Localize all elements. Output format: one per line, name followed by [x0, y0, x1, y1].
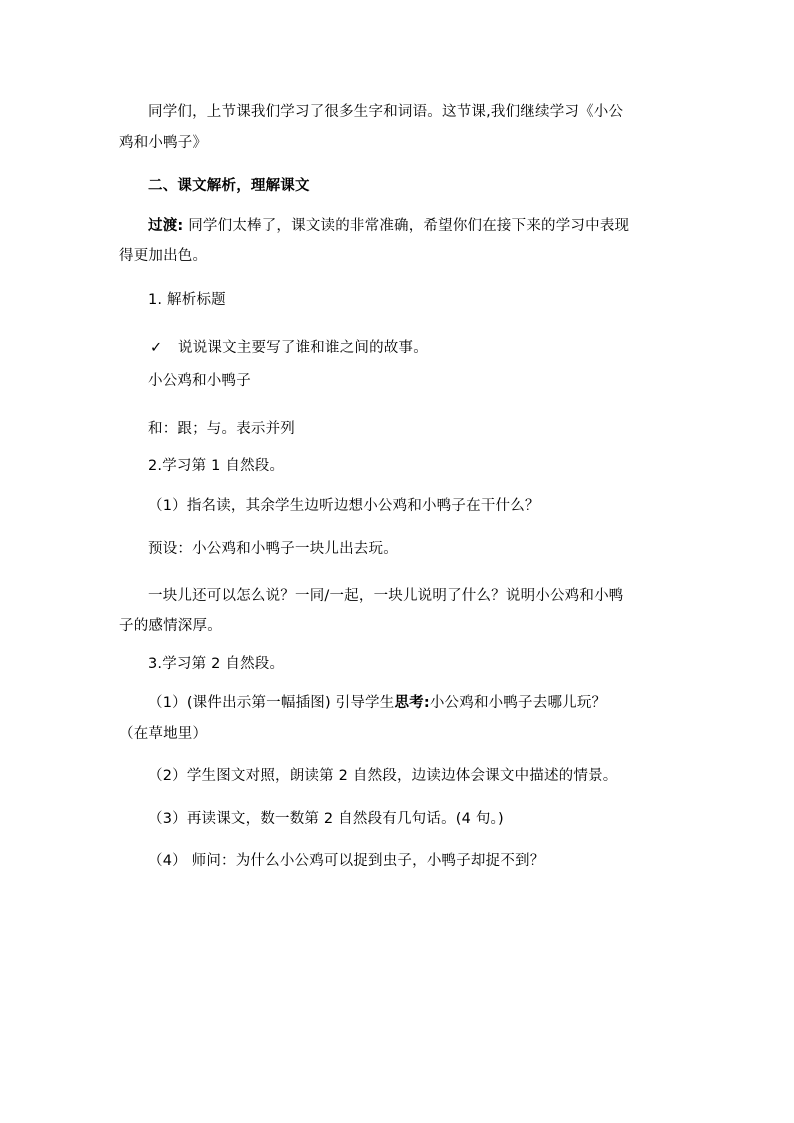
- transition-text: 同学们太棒了，课文读的非常准确，希望你们在接下来的学习中表现: [188, 218, 630, 234]
- item-1-question: [150, 339, 428, 357]
- transition-paragraph-line-1: [148, 217, 629, 235]
- item-3-question-1-suffix: 小公鸡和小鸭子去哪儿玩？: [429, 695, 607, 711]
- intro-paragraph-line-1: 同学们，上节课我们学习了很多生字和词语。这节课,我们继续学习《小公: [148, 104, 624, 120]
- section-heading: 二、课文解析，理解课文: [148, 178, 310, 194]
- item-3-question-4: （4） 师问：为什么小公鸡可以捉到虫子，小鸭子却捉不到？: [148, 853, 545, 869]
- item-2-discussion-line-1: 一块儿还可以怎么说？一同/一起，一块儿说明了什么？说明小公鸡和小鸭: [148, 588, 624, 604]
- item-2-discussion-line-2: 子的感情深厚。: [119, 618, 222, 634]
- item-3-question-1: [148, 694, 606, 712]
- he-explanation: 和：跟；与。表示并列: [148, 421, 295, 437]
- item-1-question-text: 说说课文主要写了谁和谁之间的故事。: [178, 340, 428, 356]
- item-3-question-3: （3）再读课文，数一数第 2 自然段有几句话。(4 句。): [148, 811, 504, 827]
- item-2-question-1: （1）指名读，其余学生边听边想小公鸡和小鸭子在干什么？: [148, 498, 540, 514]
- item-3-title: 3.学习第 2 自然段。: [148, 656, 285, 672]
- title-example: 小公鸡和小鸭子: [148, 373, 251, 389]
- item-3-question-1-prefix: （1）(课件出示第一幅插图) 引导学生: [148, 695, 395, 711]
- item-2-title: 2.学习第 1 自然段。: [148, 458, 285, 474]
- check-icon: ✓: [150, 340, 163, 356]
- intro-paragraph-line-2: 鸡和小鸭子》: [119, 135, 208, 151]
- transition-paragraph-line-2: 得更加出色。: [119, 248, 208, 264]
- item-3-question-2: （2）学生图文对照，朗读第 2 自然段，边读边体会课文中描述的情景。: [148, 768, 618, 784]
- item-2-preset: 预设：小公鸡和小鸭子一块儿出去玩。: [148, 541, 398, 557]
- think-label: 思考:: [394, 695, 430, 711]
- transition-label: 过渡:: [148, 218, 184, 234]
- item-3-question-1-answer: （在草地里）: [119, 726, 208, 742]
- item-1-title: 1. 解析标题: [148, 292, 226, 308]
